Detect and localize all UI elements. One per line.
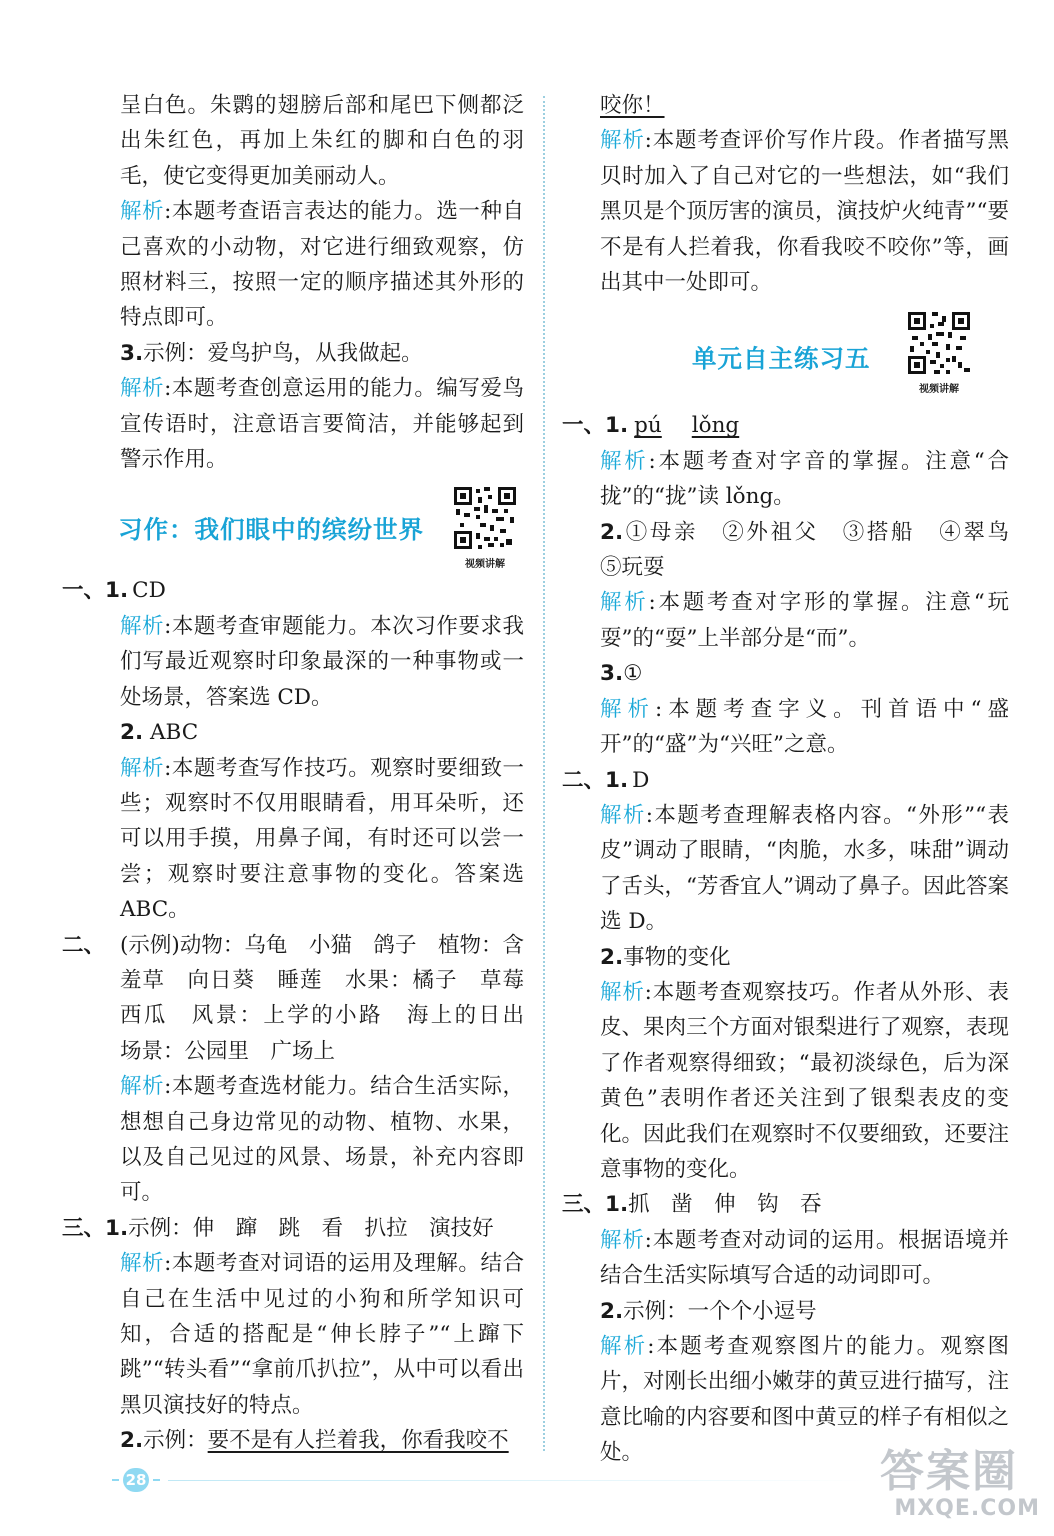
question-number: 三、1. [562,1192,629,1218]
intro-paragraph [84,88,524,194]
answer-text: 抓 凿 伸 钩 吞 [628,1192,822,1218]
analysis-label: 解析 [600,448,649,474]
qr-code-icon [906,310,972,376]
r-section2-question2 [564,940,1009,975]
section-heading-row [564,300,1009,408]
question-number: 2. [600,944,624,970]
analysis-label: 解析 [120,755,165,781]
question-number: 一、1. [62,578,129,604]
column-divider [543,96,545,1451]
analysis-label: 解析 [600,590,649,616]
qr-code[interactable] [452,485,518,570]
r-section1-question3 [564,656,1009,691]
section2-answer [62,928,546,1070]
answer-text: ① [623,661,643,687]
answer-text: ABC [149,720,199,746]
analysis-text: :本题考查审题能力。本次习作要求我们写最近观察时印象最深的一种事物或一处场景，答案选 CD。 [120,613,524,710]
qr-code-icon [452,485,518,551]
section-title: 单元自主练习五 [692,344,871,374]
analysis-label: 解析 [120,376,165,402]
analysis-label: 解析 [600,1334,648,1359]
analysis-text: :本题考查写作技巧。观察时要细致一些；观察时不仅用眼睛看，用耳朵听，还可以用手摸，用鼻子闻，有时还可以尝一尝；观察时要注意事物的变化。答案选 ABC。 [120,755,524,923]
analysis-label: 解析 [600,1227,645,1253]
answer-text: CD [132,578,166,604]
qr-caption: 视频讲解 [465,559,505,571]
question-number: 三、1. [62,1215,129,1241]
r-section1-question1 [562,408,1009,443]
r-section3-question2 [564,1294,1009,1329]
analysis-label: 解析 [600,128,645,154]
analysis-paragraph [564,975,1009,1187]
page-number-decoration [153,1479,160,1481]
analysis-label: 解析 [600,696,655,722]
analysis-text: :本题考查观察技巧。作者从外形、表皮、果肉三个方面对银梨进行了观察，表现了作者观察得细致；“最初淡绿色，后为深黄色”表明作者还关注到了银梨表皮的变化。因此我们在观察时不仅要细致，还要注意事物的变化。 [600,979,1009,1182]
analysis-text: :本题考查字义。刊首语中“盛开”的“盛”为“兴旺”之意。 [600,696,1009,758]
qr-code[interactable] [906,310,972,395]
section-title: 习作：我们眼中的缤纷世界 [118,515,424,545]
analysis-text: :本题考查语言表达的能力。选一种自己喜欢的小动物，对它进行细致观察，仿照材料三，按照一定的顺序描述其外形的特点即可。 [120,199,524,331]
underlined-answer: 咬你！ [600,93,665,118]
answer-text: 事物的变化 [623,944,731,970]
watermark-bottom: MXQE.COM [894,1496,1040,1521]
analysis-text: :本题考查理解表格内容。“外形”“表皮”调动了眼睛，“肉脆，水多，味甜”调动了舌头，“芳香宜人”调动了鼻子。因此答案选 D。 [600,802,1009,935]
answer-text: 示例：一个个小逗号 [623,1298,817,1324]
analysis-paragraph [564,123,1009,300]
answer-text: 示例：伸 蹿 跳 看 扒拉 演技好 [128,1215,494,1241]
answer-text: 示例：爱鸟护鸟，从我做起。 [143,340,423,366]
section3-question2 [84,1423,524,1458]
analysis-text: :本题考查创意运用的能力。编写爱鸟宣传语时，注意语言要简洁，并能够起到警示作用。 [120,376,524,473]
question-number: 2. [120,720,144,746]
page-number [108,1466,164,1494]
analysis-paragraph [84,1069,524,1211]
left-column [62,88,546,1459]
answer-text: D [632,767,650,793]
answer-text: ①母亲 ②外祖父 ③搭船 ④翠鸟 ⑤玩耍 [600,519,1031,581]
analysis-paragraph [564,798,1009,940]
analysis-text: :本题考查对词语的运用及理解。结合自己在生活中见过的小狗和所学知识可知，合适的搭配是“伸长脖子”“上蹿下跳”“转头看”“拿前爪扒拉”，从中可以看出黑贝演技好的特点。 [120,1251,524,1418]
page-number-text: 28 [123,1468,149,1492]
analysis-text: :本题考查选材能力。结合生活实际，想想自己身边常见的动物、植物、水果，以及自己见过的风景、场景，补充内容即可。 [120,1074,524,1206]
question-number: 3. [120,340,144,366]
answer-text: lǒng [691,413,740,439]
analysis-text: :本题考查评价写作片段。作者描写黑贝时加入了自己对它的一些想法，如“我们黑贝是个顶厉害的演员，演技炉火纯青”“要不是有人拦着我，你看我咬不咬你”等，画出其中一处即可。 [600,128,1009,296]
analysis-paragraph [84,371,524,477]
analysis-paragraph [564,585,1009,656]
r-section2-question1 [562,763,1009,798]
analysis-label: 解析 [120,613,165,639]
question-number: 2. [600,519,624,545]
right-column [562,88,1031,1471]
question-number: 3. [600,661,624,687]
analysis-paragraph [84,751,524,928]
watermark-logo [880,1448,1040,1532]
r-section1-question2 [564,515,1031,586]
qr-caption: 视频讲解 [919,384,959,396]
section1-question2 [84,715,524,750]
continued-answer [564,88,1009,123]
question-number: 二、1. [562,767,629,793]
analysis-label: 解析 [600,979,645,1005]
analysis-label: 解析 [120,1074,165,1100]
analysis-label: 解析 [600,802,646,828]
underlined-answer: 要不是有人拦着我，你看我咬不 [207,1428,509,1454]
analysis-paragraph [564,444,1009,515]
section1-question1 [62,573,524,608]
answer-text: pú [634,413,662,439]
analysis-text: :本题考查观察图片的能力。观察图片，对刚长出细小嫩芽的黄豆进行描写，注意比喻的内容要和图中黄豆的样子有相似之处。 [600,1334,1009,1466]
intro-text: 呈白色。朱鹮的翅膀后部和尾巴下侧都泛出朱红色，再加上朱红的脚和白色的羽毛，使它变得更加美丽动人。 [120,93,524,189]
answer-prefix: 示例： [143,1428,208,1454]
analysis-paragraph [564,1223,1009,1294]
question-number: 2. [600,1298,624,1324]
watermark-top: 答案圈 [880,1446,1018,1497]
analysis-paragraph [84,1246,524,1423]
answer-text: (示例)动物：乌龟 小猫 鸽子 植物：含羞草 向日葵 睡莲 水果：橘子 草莓 西瓜 风景：上学的小路 海上的日出 场景：公园里 广场上 [120,932,546,1064]
analysis-text: :本题考查对动词的运用。根据语境并结合生活实际填写合适的动词即可。 [600,1227,1009,1289]
question-number: 2. [120,1428,144,1454]
r-section3-question1 [562,1187,1009,1222]
analysis-label: 解析 [120,1251,165,1277]
page-number-decoration [112,1479,119,1481]
analysis-text: :本题考查对字音的掌握。注意“合拢”的“拢”读 lǒng。 [600,448,1009,510]
question-number: 二、 [62,932,106,958]
question-3 [84,336,524,371]
section-heading-row [84,477,524,573]
question-number: 一、1. [562,413,629,439]
analysis-label: 解析 [120,199,165,225]
analysis-paragraph [84,194,524,336]
analysis-text: :本题考查对字形的掌握。注意“玩耍”的“耍”上半部分是“而”。 [600,590,1009,651]
section3-question1 [62,1211,524,1246]
analysis-paragraph [564,692,1009,763]
footer-line [168,1480,868,1481]
analysis-paragraph [84,609,524,715]
